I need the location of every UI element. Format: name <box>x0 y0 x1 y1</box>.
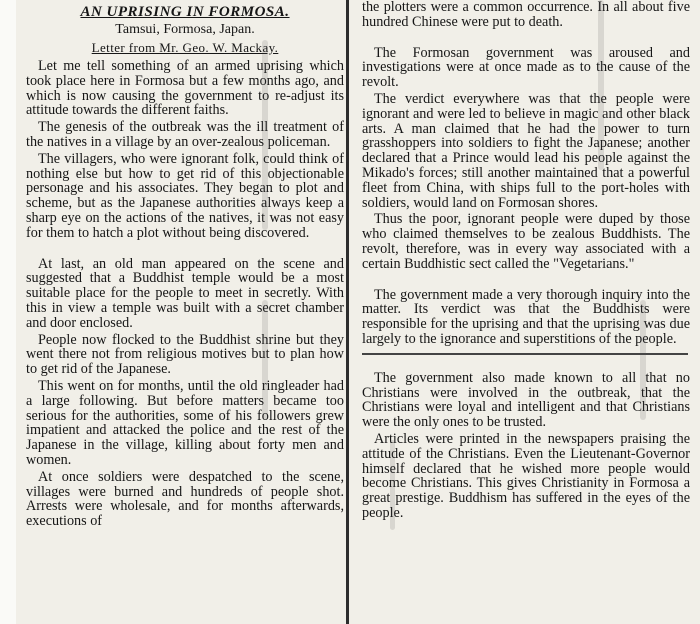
paper-stain <box>598 0 604 170</box>
paragraph: This went on for months, until the old ringleader had a large following. But before matters became too serious for the authorities, some of his followers grew impatient and attacked the police and the rest of the Japanese in the village, killing about forty men and women. <box>26 377 344 468</box>
paragraph: The villagers, who were ignorant folk, could think of nothing else but how to get rid of this objectionable personage and his associates. They began to plot and scheme, but as the Japanese authorities always keep a sharp eye on the actions of the natives, it was not easy for them to hatch a plot without being discovered. <box>26 150 344 241</box>
paragraph: Articles were printed in the newspapers praising the attitude of the Christians. Even the Lieutenant-Governor himself declared that he wished more people would become Christians. This gives Christianity in Formosa a great prestige. Buddhism has suffered in the eyes of the people. <box>362 430 690 521</box>
paragraph: At last, an old man appeared on the scene and suggested that a Buddhist temple would be a most suitable place for the people to meet in secretly. With this in view a temple was built with a secret chamber and door enclosed. <box>26 255 344 331</box>
left-column <box>16 0 348 624</box>
article-headline: AN UPRISING IN FORMOSA. <box>80 4 290 20</box>
paragraph: The genesis of the outbreak was the ill treatment of the natives in a village by an over-zealous policeman. <box>26 119 344 150</box>
paragraph: The government made a very thorough inquiry into the matter. Its verdict was that the Buddhists were responsible for the uprising and that the uprising was due largely to the ignorance and superstitions of the people. <box>362 286 690 347</box>
paper-stain <box>262 40 268 230</box>
paper-stain <box>640 300 646 420</box>
paragraph: At once soldiers were despatched to the scene, villages were burned and hundreds of people shot. Arrests were wholesale, and for months afterwards, executions of <box>26 468 344 530</box>
article-dateline: Tamsui, Formosa, Japan. <box>115 22 255 37</box>
paper-stain <box>390 440 395 530</box>
paragraph: The verdict everywhere was that the people were ignorant and were led to believe in magic and other black arts. A man claimed that he had the power to turn grasshoppers into soldiers to fight the Japanese; another declared that a Prince would lead his people against the Mikado's forces; still another maintained that a powerful fleet from China, with ships full to the port-holes with soldiers, would land on Formosan shores. <box>362 90 690 211</box>
paper-stain <box>262 300 268 420</box>
paragraph: The government also made known to all that no Christians were involved in the outbreak, that the Christians were loyal and intelligent and that Christians were the only ones to be trusted. <box>362 369 690 431</box>
article-byline: Letter from Mr. Geo. W. Mackay. <box>91 40 279 55</box>
paragraph: Let me tell something of an armed uprising which took place here in Formosa but a few months ago, and which is now causing the government to re-adjust its attitude towards the different faiths. <box>26 58 344 119</box>
paragraph: Thus the poor, ignorant people were duped by those who claimed themselves to be zealous Buddhists. The revolt, therefore, was in every way associated with a certain Buddhistic sect called the "Vegetarians." <box>362 211 690 272</box>
scan-margin <box>0 0 16 624</box>
paragraph: the plotters were a common occurrence. In all about five hundred Chinese were put to death. <box>362 0 690 30</box>
paragraph: The Formosan government was aroused and investigations were at once made as to the cause of the revolt. <box>362 44 690 91</box>
column-divider <box>346 0 349 624</box>
paragraph: People now flocked to the Buddhist shrine but they went there not from religious motives but to plan how to get rid of the Japanese. <box>26 331 344 378</box>
